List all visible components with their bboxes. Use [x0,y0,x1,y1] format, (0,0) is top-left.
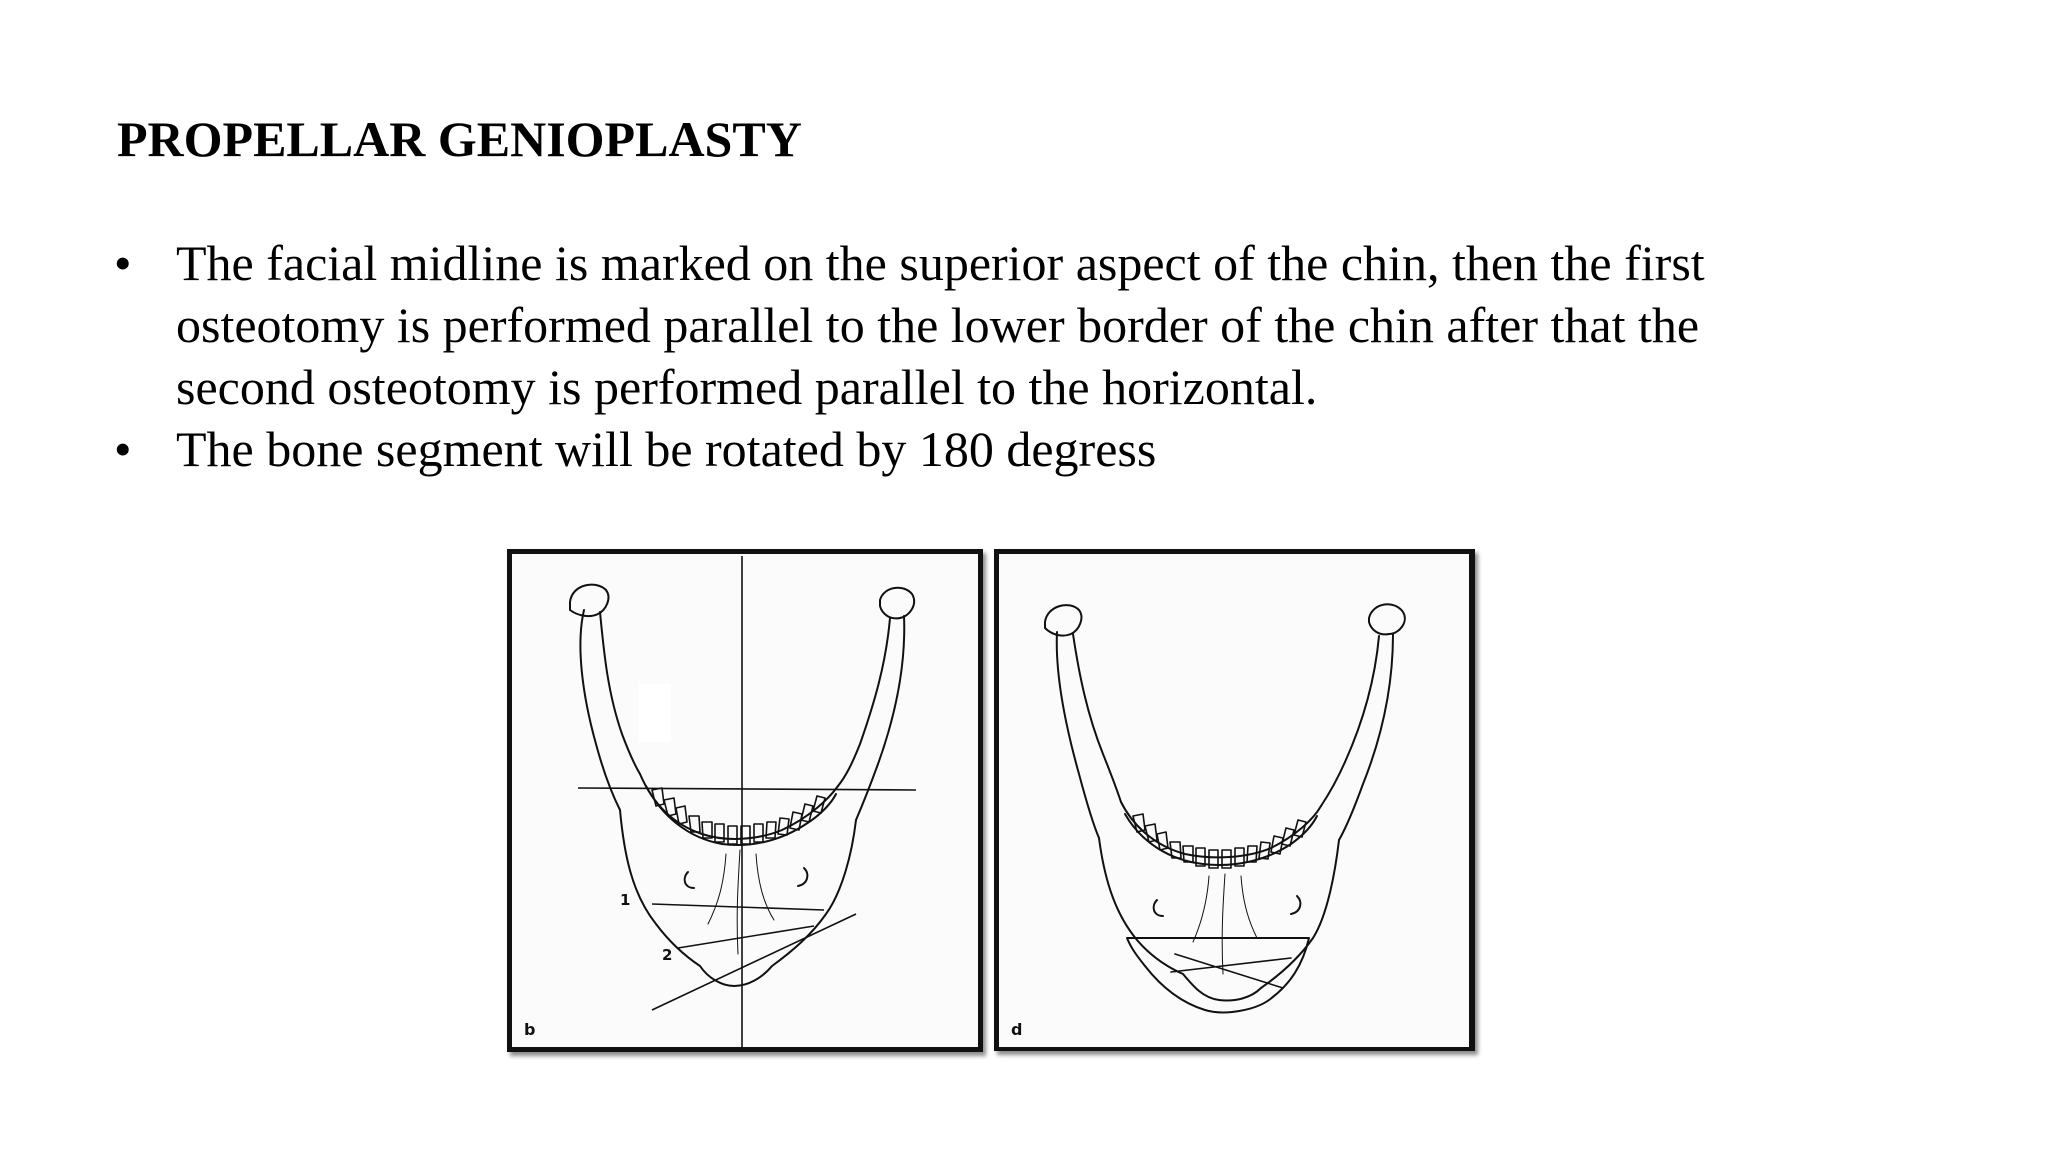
mandible-diagram-d [999,554,1469,1047]
first-osteotomy-line [652,904,824,910]
bullet-item [110,232,1810,418]
left-condyle [570,585,608,616]
segment-label-2: 2 [662,946,673,964]
right-condyle [1369,604,1405,634]
second-osteotomy-line [652,914,856,1010]
bullet-dot-icon: • [114,421,132,477]
bullet-list [110,232,1810,480]
mandible-diagram-b [512,554,978,1047]
bullet-item [110,418,1810,480]
mandible-body [1099,838,1339,1001]
horizontal-reference-line [578,788,916,790]
panel-label-b: b [524,1020,536,1039]
segment-label-1: 1 [620,891,631,909]
left-condyle [1045,605,1081,635]
bullet-text: The bone segment will be rotated by 180 degress [176,421,1157,477]
bullet-dot-icon: • [114,235,132,291]
slide-title: PROPELLAR GENIOPLASTY [117,111,802,167]
figure-rotated-segment [994,549,1475,1051]
rotated-chin-segment [1127,938,1309,1012]
figure-osteotomy-lines [507,549,983,1052]
panel-label-d: d [1011,1020,1023,1039]
bullet-text: The facial midline is marked on the superior aspect of the chin, then the first osteotomy is performed parallel to the lower border of the chin after that the second osteotomy is performed parallel to the horizontal. [176,235,1705,415]
right-condyle [880,588,914,619]
